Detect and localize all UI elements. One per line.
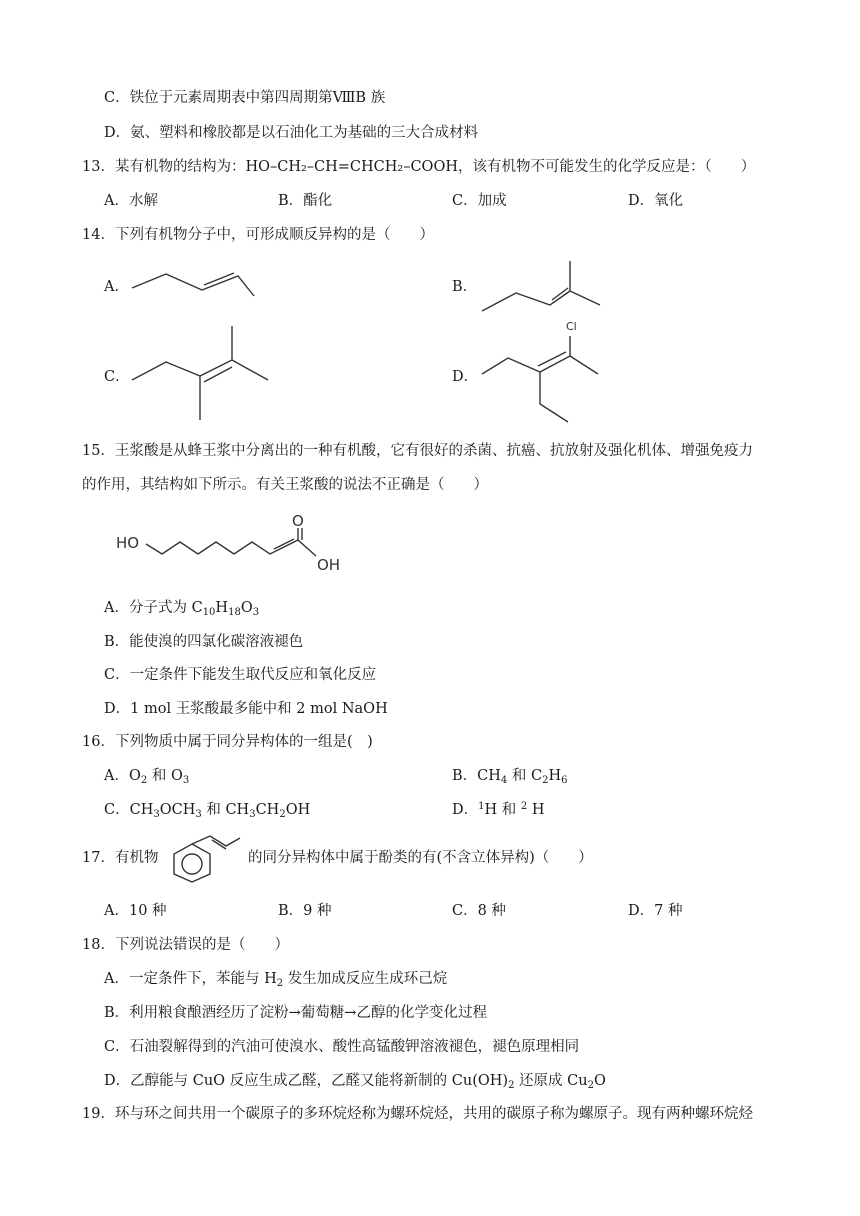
chlorine-label: Cl [566,320,577,333]
option-16a: A．$O_2$ 和 $O_3$ [104,768,190,786]
option-18a: A．一定条件下，苯能与 $H_2$ 发生加成反应生成环己烷 [104,971,448,989]
molecule-14a [128,268,258,302]
question-17-suffix: 的同分异构体中属于酚类的有(不含立体异构)（ ） [248,850,593,866]
option-13a: A．水解 [104,193,158,209]
option-15a: A．分子式为 $C_{10}H_{18}O_3$ [104,600,260,618]
option-17c: C．8 种 [452,903,506,919]
option-12c: C．铁位于元素周期表中第四周期第ⅧB 族 [104,90,386,106]
hydroxyl-label: HO [116,534,140,552]
option-16b: B．$CH_4$ 和 $C_2H_6$ [452,768,568,786]
option-13b: B．酯化 [278,193,333,209]
option-17b: B．9 种 [278,903,332,919]
option-14c-label: C． [104,369,130,385]
carbonyl-o-label: O [292,512,304,530]
question-14: 14．下列有机物分子中，可形成顺反异构的是（ ） [82,227,434,243]
option-14b-label: B． [452,279,478,295]
option-13d: D．氧化 [628,193,684,209]
option-18b: B．利用粮食酿酒经历了淀粉→葡萄糖→乙醇的化学变化过程 [104,1005,487,1021]
question-17-prefix: 17．有机物 [82,850,159,866]
option-18c: C．石油裂解得到的汽油可使溴水、酸性高锰酸钾溶液褪色，褪色原理相同 [104,1039,580,1055]
acid-oh-label: OH [317,556,341,574]
molecule-17 [170,834,244,884]
option-13c: C．加成 [452,193,507,209]
question-15-line2: 的作用，其结构如下所示。有关王浆酸的说法不正确是（ ） [82,477,488,493]
molecule-14d [478,316,618,428]
question-18: 18．下列说法错误的是（ ） [82,937,289,953]
question-15-line1: 15．王浆酸是从蜂王浆中分离出的一种有机酸，它有很好的杀菌、抗癌、抗放射及强化机体、增强免疫力 [82,443,753,459]
option-16c: C．$CH_3OCH_3$ 和 $CH_3CH_2OH$ [104,802,311,820]
question-16: 16．下列物质中属于同分异构体的一组是( ) [82,734,373,750]
option-15d: D．1 mol 王浆酸最多能中和 2 mol NaOH [104,701,388,717]
question-13: 13．某有机物的结构为：HO–CH₂–CH=CHCH₂–COOH，该有机物不可能发生的化学反应是：（ ） [82,159,756,175]
benzene-ring-icon [174,844,210,882]
option-18d: D．乙醇能与 CuO 反应生成乙醛，乙醛又能将新制的 $Cu(OH)_2$ 还原成 $Cu_2O$ [104,1073,606,1091]
option-17a: A．10 种 [104,903,167,919]
option-15c: C．一定条件下能发生取代反应和氧化反应 [104,667,377,683]
option-17d: D．7 种 [628,903,683,919]
option-14d-label: D． [452,369,479,385]
question-19: 19．环与环之间共用一个碳原子的多环烷烃称为螺环烷烃，共用的碳原子称为螺原子。现有两种螺环烷烃 [82,1106,753,1122]
option-14a-label: A． [104,279,129,295]
option-15b: B．能使溴的四氯化碳溶液褪色 [104,634,304,650]
molecule-14b [478,255,608,317]
option-12d: D．氨、塑料和橡胶都是以石油化工为基础的三大合成材料 [104,125,479,141]
molecule-14c [128,324,278,424]
option-16d: D．$^1$H 和 $^2$ H [452,801,545,818]
molecule-royal-jelly-acid [112,506,362,576]
